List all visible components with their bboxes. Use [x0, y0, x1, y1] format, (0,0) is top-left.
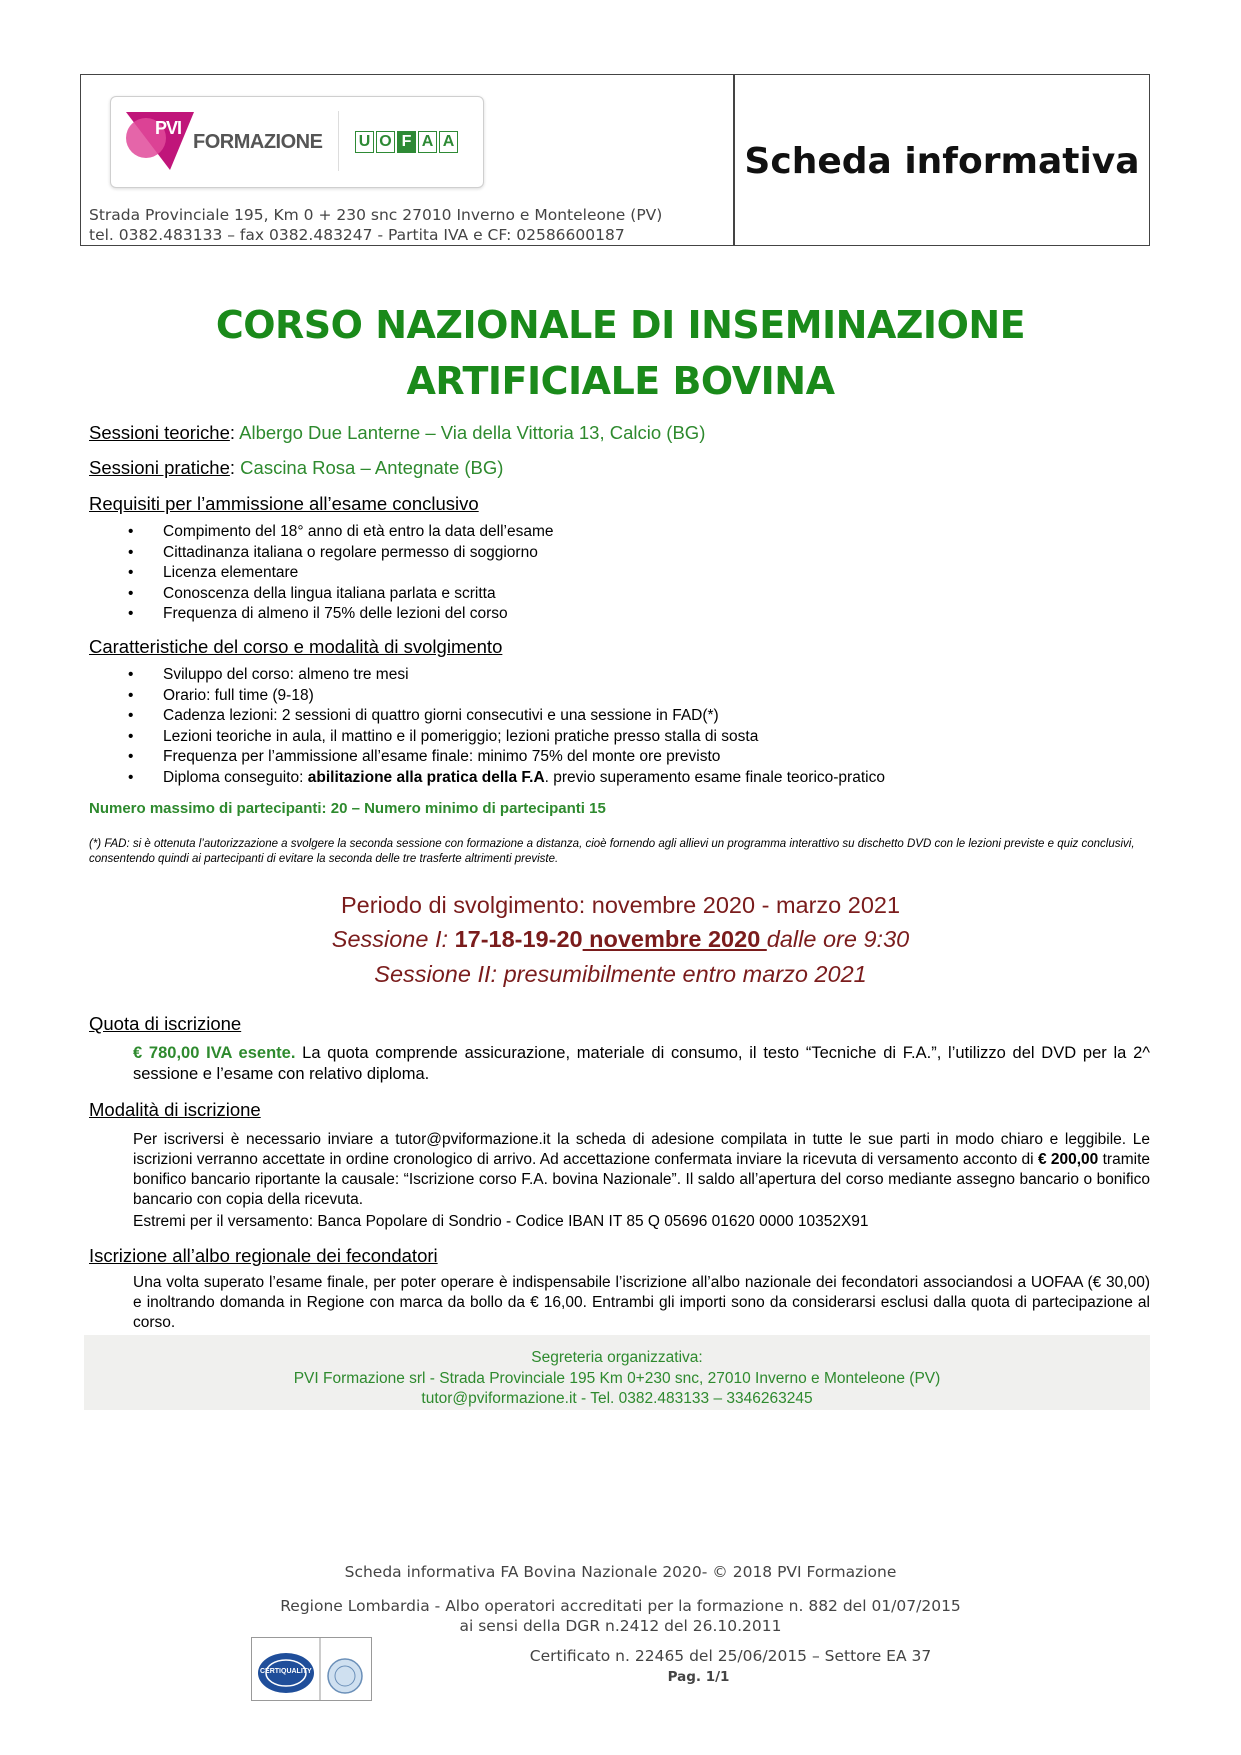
list-item: • Frequenza di almeno il 75% delle lezioni del corso	[128, 604, 554, 625]
requirements-heading: Requisiti per l’ammissione all’esame conclusivo	[89, 493, 479, 514]
fee-description: La quota comprende assicurazione, materiale di consumo, il testo “Tecniche di F.A.”, l’utilizzo del DVD per la 2^ sessione e l’esame con relativo diploma.	[133, 1044, 1150, 1083]
list-item: • Sviluppo del corso: almeno tre mesi	[128, 665, 885, 686]
diploma-bold: abilitazione alla pratica della F.A	[307, 768, 545, 786]
practice-sessions-label: Sessioni pratiche	[89, 457, 230, 478]
uofaa-letter: U	[355, 131, 374, 153]
session-1-suffix: dalle ore 9:30	[766, 926, 910, 952]
practice-sessions: Sessioni pratiche: Cascina Rosa – Antegnate (BG)	[89, 457, 504, 478]
logo-divider	[338, 111, 339, 171]
period-line: Periodo di svolgimento: novembre 2020 - marzo 2021	[340, 892, 901, 918]
fad-note: (*) FAD: si è ottenuta l’autorizzazione a svolgere la seconda sessione con formazione a distanza, cioè fornendo agli allievi un programma interattivo su dischetto DVD con le lezioni previste e quiz conclusivi, consentendo quindi ai partecipanti di evitare la seconda delle tre trasferte altrimenti previste.	[89, 838, 1135, 865]
theory-sessions: Sessioni teoriche: Albergo Due Lanterne – Via della Vittoria 13, Calcio (BG)	[89, 422, 706, 443]
list-item: • Cadenza lezioni: 2 sessioni di quattro giorni consecutivi e una sessione in FAD(*)	[128, 706, 885, 727]
enrollment-text-2: tramite bonifico bancario riportante la causale: “Iscrizione corso F.A. bovina Nazionale”. Il saldo all’apertura del corso mediante assegno bancario o bonifico bancario con copia della ricevuta.	[133, 1151, 1150, 1208]
uofaa-logo	[355, 131, 458, 153]
register-text: Una volta superato l’esame finale, per poter operare è indispensabile l’iscrizione all’albo nazionale dei fecondatori associandosi a UOFAA (€ 30,00) e inoltrando domanda in Regione con marca da bollo da € 16,00. Entrambi gli importi sono da considerarsi esclusi dalla quota di partecipazione al corso.	[133, 1274, 1150, 1331]
session-1-prefix: Sessione I:	[331, 926, 455, 952]
secretariat-box	[84, 1335, 1150, 1410]
header-address: Strada Provinciale 195, Km 0 + 230 snc 27010 Inverno e Monteleone (PV)	[89, 206, 663, 224]
diploma-prefix: Diploma conseguito:	[163, 768, 308, 786]
register-heading: Iscrizione all’albo regionale dei fecondatori	[89, 1245, 438, 1266]
header-contacts: tel. 0382.483133 – fax 0382.483247 - Partita IVA e CF: 02586600187	[89, 226, 625, 244]
certiquality-logo	[251, 1637, 372, 1701]
features-heading: Caratteristiche del corso e modalità di svolgimento	[89, 636, 503, 657]
theory-sessions-label: Sessioni teoriche	[89, 422, 230, 443]
uofaa-letter: A	[439, 131, 458, 153]
participants-info: Numero massimo di partecipanti: 20 – Numero minimo di partecipanti 15	[89, 800, 606, 817]
diploma-suffix: . previo superamento esame finale teorico-pratico	[544, 768, 885, 786]
formazione-logo-text: FORMAZIONE	[193, 131, 323, 153]
page-number: Pag. 1/1	[667, 1669, 730, 1685]
footer-accreditation: Regione Lombardia - Albo operatori accreditati per la formazione n. 882 del 01/07/2015	[280, 1597, 961, 1615]
bank-details: Estremi per il versamento: Banca Popolare di Sondrio - Codice IBAN IT 85 Q 05696 01620 0000 10352X91	[133, 1213, 869, 1230]
cert-logo-text: CERTIQUALITY	[260, 1668, 312, 1675]
course-title-line1: CORSO NAZIONALE DI INSEMINAZIONE	[215, 303, 1026, 347]
list-item: • Compimento del 18° anno di età entro la data dell’esame	[128, 522, 554, 543]
theory-sessions-value: Albergo Due Lanterne – Via della Vittoria 13, Calcio (BG)	[239, 422, 706, 443]
uofaa-letter: O	[376, 131, 395, 153]
uofaa-letter: F	[397, 131, 416, 153]
footer-dgr: ai sensi della DGR n.2412 del 26.10.2011	[459, 1617, 782, 1635]
session-1	[0, 926, 1241, 953]
pvi-logo-text: PVI	[155, 118, 182, 138]
list-item: • Orario: full time (9-18)	[128, 686, 885, 707]
list-item: • Frequenza per l’ammissione all’esame finale: minimo 75% del monte ore previsto	[128, 747, 885, 768]
uofaa-letter: A	[418, 131, 437, 153]
list-item: • Lezioni teoriche in aula, il mattino e il pomeriggio; lezioni pratiche presso stalla di sosta	[128, 727, 885, 748]
requirements-list	[128, 522, 554, 625]
list-item: • Licenza elementare	[128, 563, 554, 584]
session-2: Sessione II: presumibilmente entro marzo 2021	[374, 961, 867, 987]
fee-amount: € 780,00 IVA esente.	[133, 1044, 296, 1062]
secretariat-title: Segreteria organizzativa:	[531, 1349, 703, 1366]
list-item-diploma	[128, 768, 885, 789]
secretariat-contacts: tutor@pviformazione.it - Tel. 0382.483133 – 3346263245	[421, 1390, 813, 1407]
session-1-month: novembre 2020	[582, 926, 767, 952]
features-list	[128, 665, 885, 788]
enrollment-heading: Modalità di iscrizione	[89, 1099, 261, 1120]
fee-text	[133, 1043, 1150, 1085]
deposit-amount: € 200,00	[1037, 1151, 1099, 1168]
footer-certificate: Certificato n. 22465 del 25/06/2015 – Settore EA 37	[529, 1647, 932, 1665]
header-box	[80, 74, 1150, 246]
list-item: • Conoscenza della lingua italiana parlata e scritta	[128, 584, 554, 605]
enrollment-text-1: Per iscriversi è necessario inviare a tutor@pviformazione.it la scheda di adesione compilata in tutte le sue parti in modo chiaro e leggibile. Le iscrizioni verranno accettate in ordine cronologico di arrivo. Ad accettazione confermata inviare la ricevuta di versamento acconto di	[133, 1131, 1150, 1168]
enrollment-text	[133, 1130, 1150, 1210]
logo-box	[110, 96, 484, 188]
practice-sessions-value: Cascina Rosa – Antegnate (BG)	[240, 457, 504, 478]
document-type-title: Scheda informativa	[744, 140, 1140, 182]
session-1-days: 17-18-19-20	[454, 926, 583, 952]
fee-heading: Quota di iscrizione	[89, 1013, 242, 1034]
course-title-line2: ARTIFICIALE BOVINA	[406, 359, 835, 403]
list-item: • Cittadinanza italiana o regolare permesso di soggiorno	[128, 543, 554, 564]
footer-doc-info: Scheda informativa FA Bovina Nazionale 2020- © 2018 PVI Formazione	[344, 1563, 897, 1581]
secretariat-address: PVI Formazione srl - Strada Provinciale 195 Km 0+230 snc, 27010 Inverno e Monteleone (PV)	[293, 1369, 941, 1387]
